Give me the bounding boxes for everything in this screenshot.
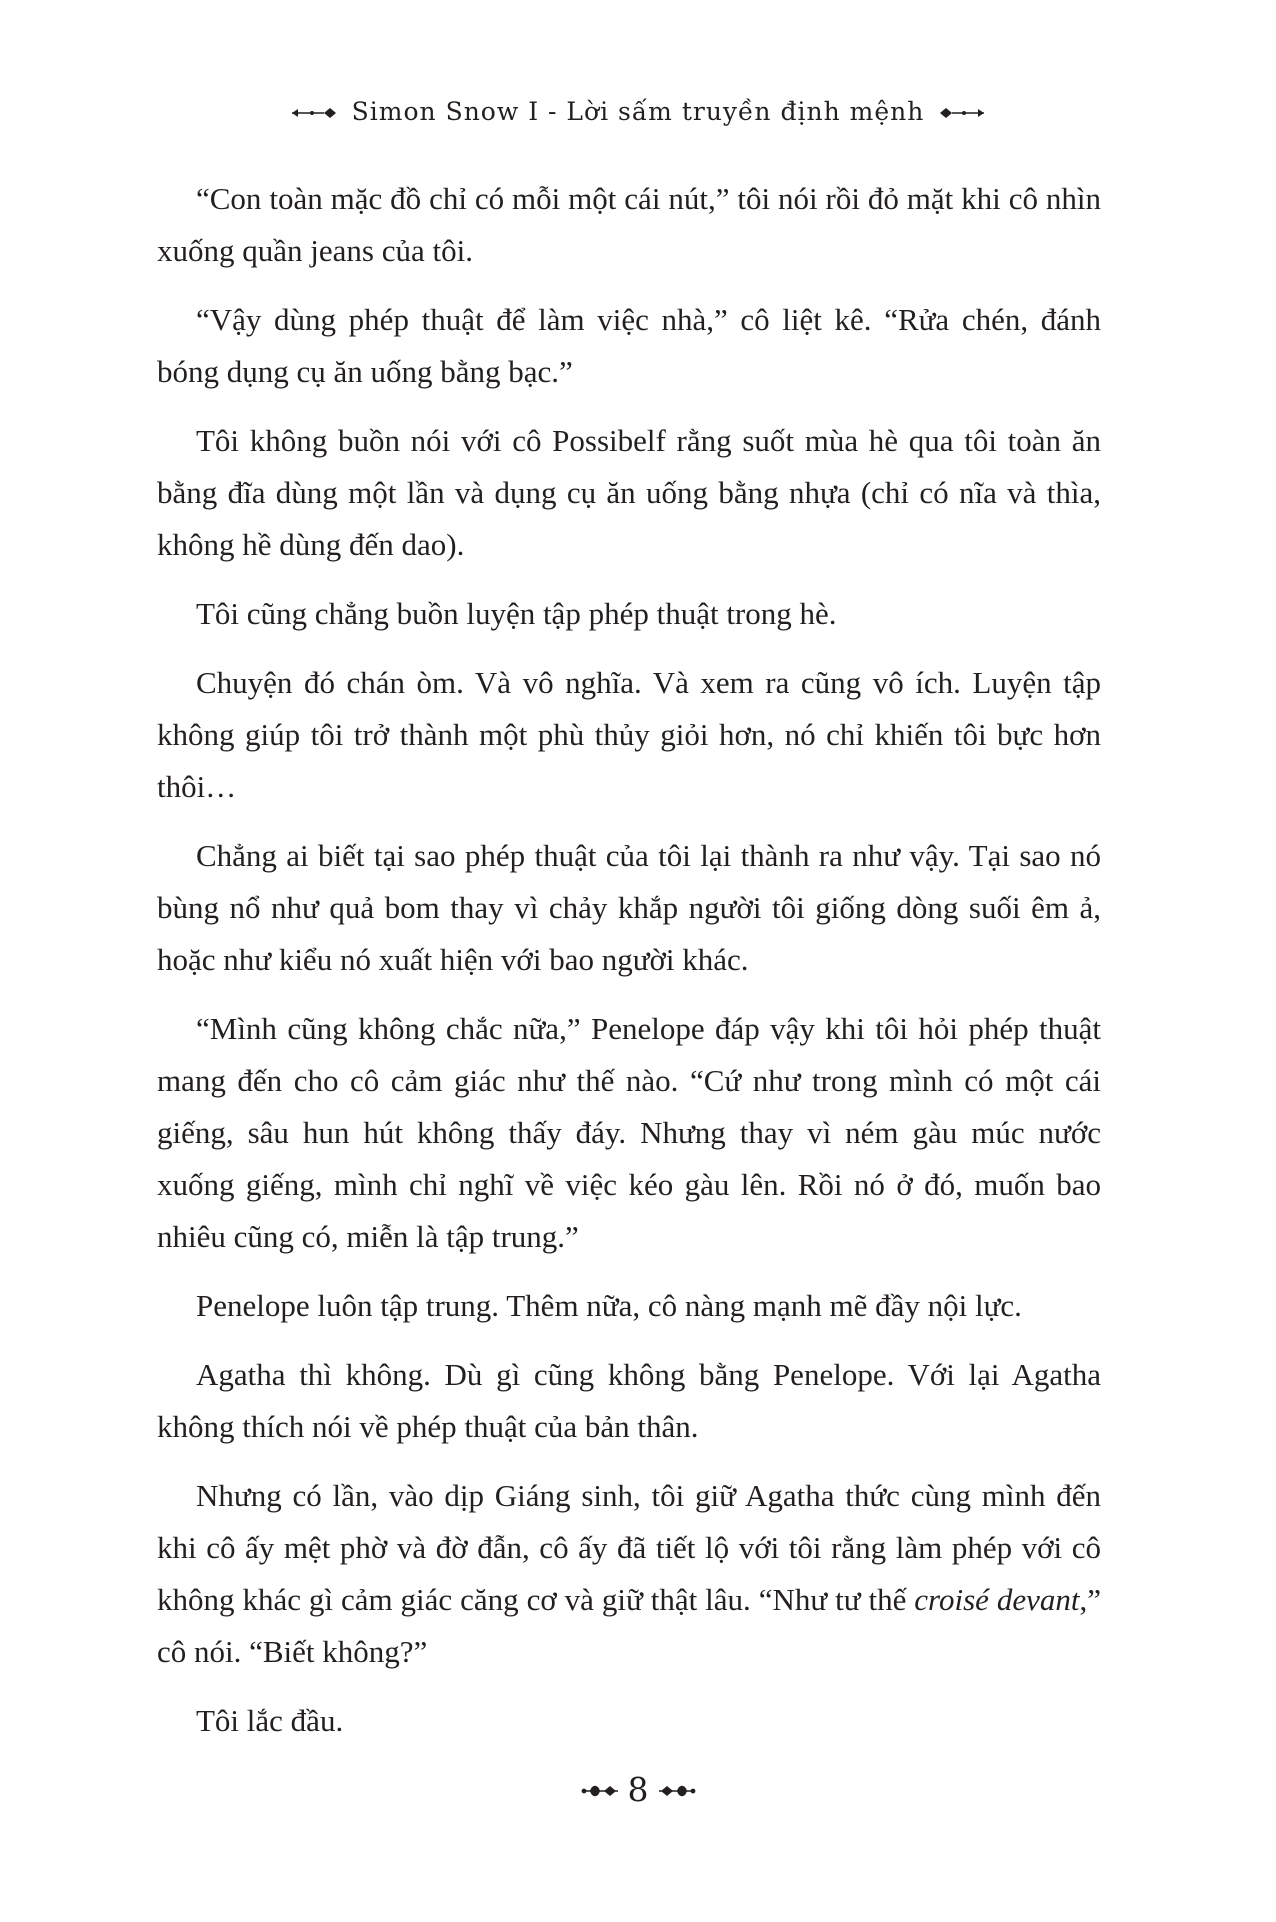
paragraph: Tôi không buồn nói với cô Possibelf rằng suốt mùa hè qua tôi toàn ăn bằng đĩa dùng một lần và dụng cụ ăn uống bằng nhựa (chỉ có nĩa và thìa, không hề dùng đến dao). — [157, 423, 1101, 562]
paragraph: Chẳng ai biết tại sao phép thuật của tôi lại thành ra như vậy. Tại sao nó bùng nổ như quả bom thay vì chảy khắp người tôi giống dòng suối êm ả, hoặc như kiểu nó xuất hiện với bao người khác. — [157, 838, 1101, 977]
paragraph-text: ,” cô nói. “Biết không?” — [157, 1582, 1101, 1669]
page-folio — [0, 1768, 1276, 1810]
paragraph-text: Nhưng có lần, vào dịp Giáng sinh, tôi giữ Agatha thức cùng mình đến khi cô ấy mệt phờ và đờ đẫn, cô ấy đã tiết lộ với tôi rằng làm phép với cô không khác gì cảm giác căng cơ và giữ thật lâu. “Như tư thế — [157, 1478, 1101, 1617]
right-fleuron-icon — [657, 1770, 697, 1810]
paragraph: “Con toàn mặc đồ chỉ có mỗi một cái nút,” tôi nói rồi đỏ mặt khi cô nhìn xuống quần jeans của tôi. — [157, 181, 1101, 268]
paragraph: Agatha thì không. Dù gì cũng không bằng Penelope. Với lại Agatha không thích nói về phép thuật của bản thân. — [157, 1357, 1101, 1444]
paragraph: Penelope luôn tập trung. Thêm nữa, cô nàng mạnh mẽ đầy nội lực. — [196, 1288, 1022, 1323]
paragraph: “Vậy dùng phép thuật để làm việc nhà,” cô liệt kê. “Rửa chén, đánh bóng dụng cụ ăn uống bằng bạc.” — [157, 302, 1101, 389]
left-fleuron-icon — [580, 1770, 620, 1810]
running-header — [0, 92, 1276, 130]
paragraph: Chuyện đó chán òm. Và vô nghĩa. Và xem ra cũng vô ích. Luyện tập không giúp tôi trở thành một phù thủy giỏi hơn, nó chỉ khiến tôi bực hơn thôi… — [157, 665, 1101, 804]
left-arrow-ornament-icon — [290, 94, 338, 130]
paragraph: “Mình cũng không chắc nữa,” Penelope đáp vậy khi tôi hỏi phép thuật mang đến cho cô cảm giác như thế nào. “Cứ như trong mình có một cái giếng, sâu hun hút không thấy đáy. Nhưng thay vì ném gàu múc nước xuống giếng, mình chỉ nghĩ về việc kéo gàu lên. Rồi nó ở đó, muốn bao nhiêu cũng có, miễn là tập trung.” — [157, 1011, 1101, 1254]
running-title: Simon Snow I - Lời sấm truyền định mệnh — [351, 96, 925, 126]
page-number: 8 — [627, 1770, 649, 1809]
paragraph-with-italic — [157, 1470, 1101, 1678]
paragraph: Tôi cũng chẳng buồn luyện tập phép thuật trong hè. — [196, 596, 837, 631]
italic-term: croisé devant — [914, 1582, 1080, 1617]
body-text — [157, 173, 1101, 1747]
right-arrow-ornament-icon — [938, 94, 986, 130]
paragraph: Tôi lắc đầu. — [196, 1703, 344, 1738]
